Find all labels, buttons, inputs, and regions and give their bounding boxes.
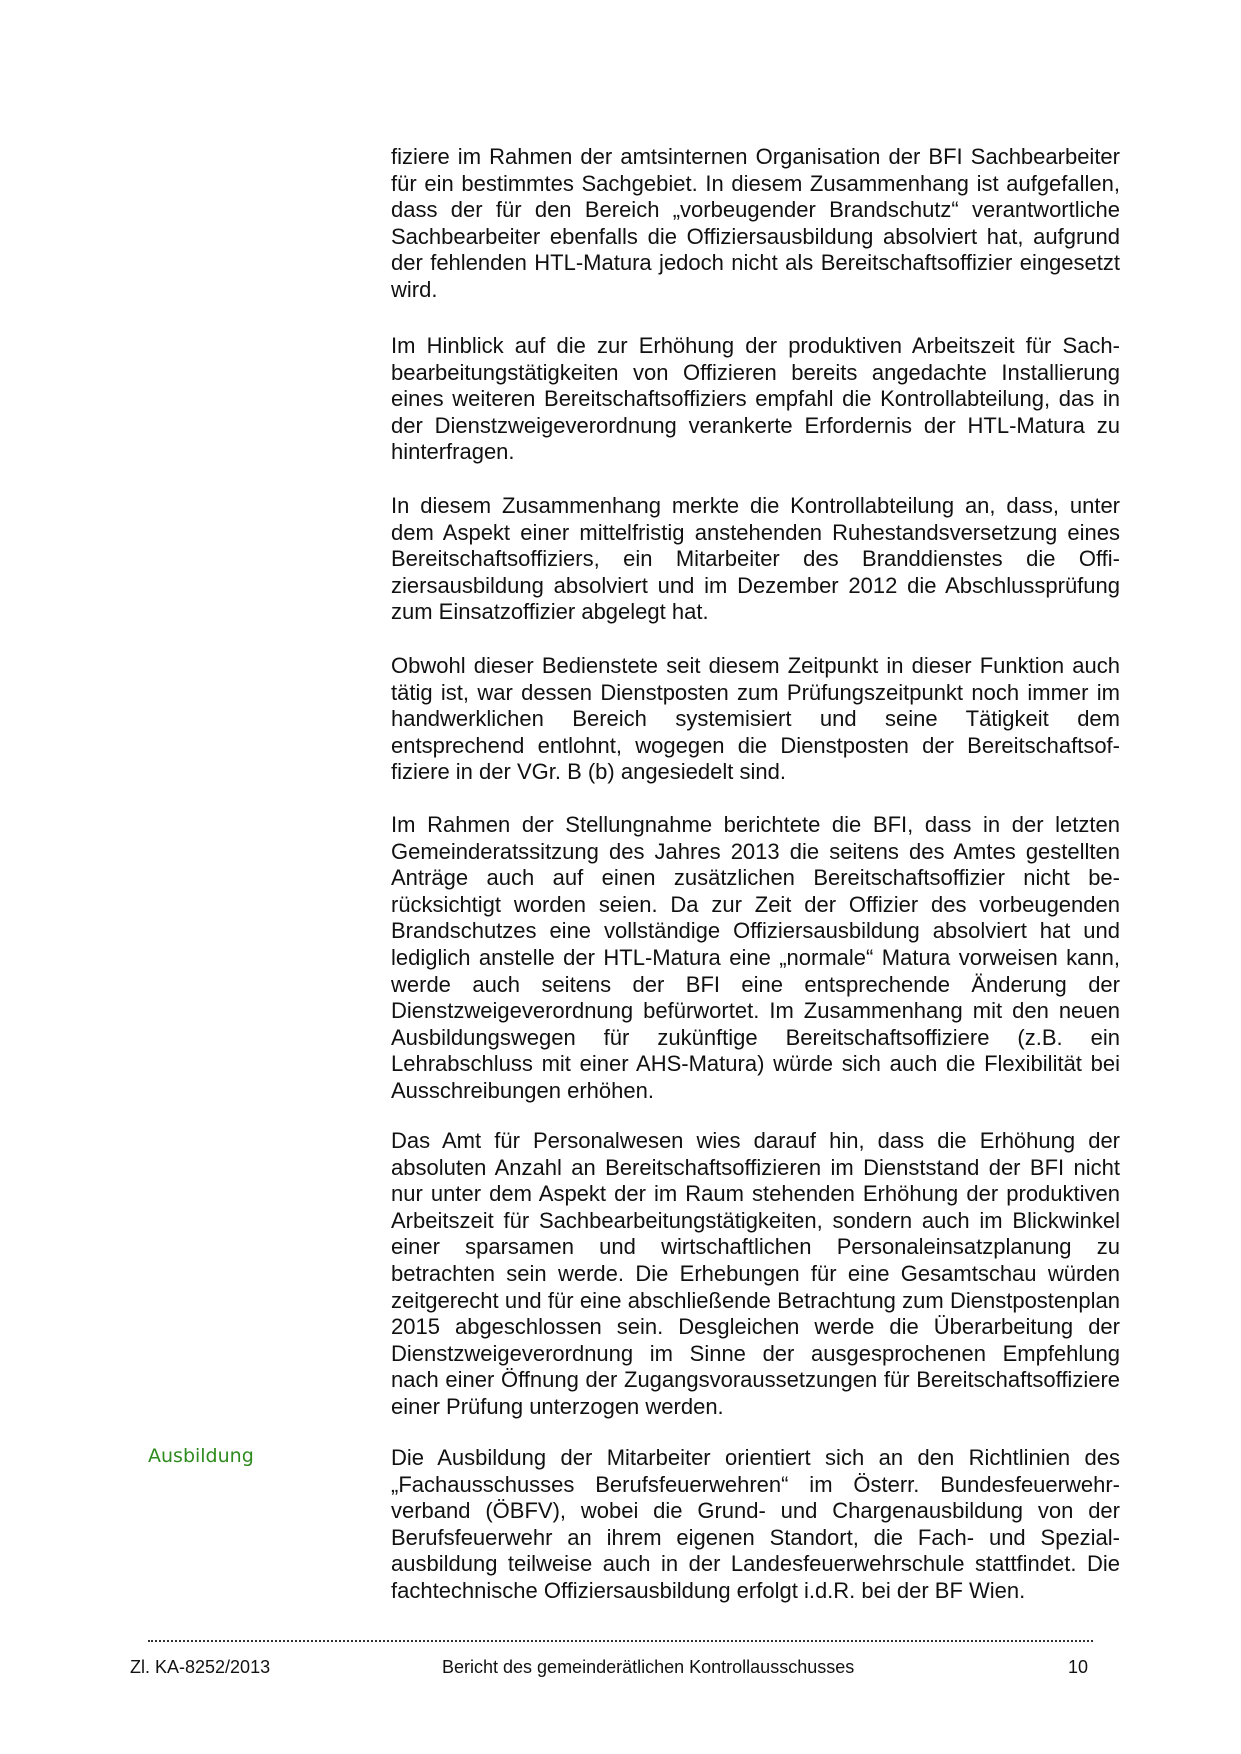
paragraph-2: Im Hinblick auf die zur Erhöhung der produktiven Arbeitszeit für Sachbearbeitungstätigkeiten von Offizieren bereits angedachte Installierung eines weiteren Bereitschaftsoffiziers empfahl die Kontrollabteilung, das in der Dienstzweigeverordnung verankerte Erfordernis der HTL-Matura zu hinterfragen. <box>391 333 1120 465</box>
paragraph-4: Obwohl dieser Bedienstete seit diesem Zeitpunkt in dieser Funktion auch tätig ist, war dessen Dienstposten zum Prüfungszeitpunkt noch immer im handwerklichen Bereich systemisiert und seine Tätigkeit dem entsprechend entlohnt, wogegen die Dienstposten der Bereitschaftsoffiziere in der VGr. B (b) angesiedelt sind. <box>391 653 1120 785</box>
paragraph-ausbildung: Die Ausbildung der Mitarbeiter orientiert sich an den Richtlinien des „Fachausschusses Berufsfeuerwehren“ im Österr. Bundesfeuerwehrverband (ÖBFV), wobei die Grund- und Chargenausbildung von der Berufsfeuerwehr an ihrem eigenen Standort, die Fach- und Spezialausbildung teilweise auch in der Landesfeuerwehrschule stattfindet. Die fachtechnische Offiziersausbildung erfolgt i.d.R. bei der BF Wien. <box>391 1445 1120 1603</box>
margin-heading-ausbildung: Ausbildung <box>148 1445 254 1467</box>
paragraph-1: fiziere im Rahmen der amtsinternen Organisation der BFI Sachbearbeiter für ein bestimmtes Sachgebiet. In diesem Zusammenhang ist aufgefallen, dass der für den Bereich „vorbeugender Brandschutz“ verantwortliche Sachbearbeiter ebenfalls die Offiziersausbildung absolviert hat, aufgrund der fehlenden HTL-Matura jedoch nicht als Bereitschaftsoffizier eingesetzt wird. <box>391 144 1120 302</box>
paragraph-6: Das Amt für Personalwesen wies darauf hin, dass die Erhöhung der absoluten Anzahl an Bereitschaftsoffizieren im Dienststand der BFI nicht nur unter dem Aspekt der im Raum stehenden Erhöhung der produktiven Arbeitszeit für Sachbearbeitungstätigkeiten, sondern auch im Blickwinkel einer sparsamen und wirtschaftlichen Personaleinsatzplanung zu betrachten sein werde. Die Erhebungen für eine Gesamtschau würden zeitgerecht und für eine abschließende Betrachtung zum Dienstpostenplan 2015 abgeschlossen sein. Desgleichen werde die Überarbeitung der Dienstzweigeverordnung im Sinne der ausgesprochenen Empfehlung nach einer Öffnung der Zugangsvoraussetzungen für Bereitschaftsoffiziere einer Prüfung unterzogen werden. <box>391 1128 1120 1419</box>
footer-reference-number: Zl. KA-8252/2013 <box>130 1657 271 1677</box>
paragraph-5: Im Rahmen der Stellungnahme berichtete die BFI, dass in der letzten Gemeinderatssitzung des Jahres 2013 die seitens des Amtes gestellten Anträge auch auf einen zusätzlichen Bereitschaftsoffizier nicht berücksichtigt worden seien. Da zur Zeit der Offizier des vorbeugenden Brandschutzes eine vollständige Offiziersausbildung absolviert hat und lediglich anstelle der HTL-Matura eine „normale“ Matura vorweisen kann, werde auch seitens der BFI eine entsprechende Änderung der Dienstzweigeverordnung befürwortet. Im Zusammenhang mit den neuen Ausbildungswegen für zukünftige Bereitschaftsoffiziere (z.B. ein Lehrabschluss mit einer AHS-Matura) würde sich auch die Flexibilität bei Ausschreibungen erhöhen. <box>391 812 1120 1103</box>
footer-report-title: Bericht des gemeinderätlichen Kontrollausschusses <box>442 1657 855 1677</box>
paragraph-3: In diesem Zusammenhang merkte die Kontrollabteilung an, dass, unter dem Aspekt einer mittelfristig anstehenden Ruhestandsversetzung eines Bereitschaftsoffiziers, ein Mitarbeiter des Branddienstes die Offiziersausbildung absolviert und im Dezember 2012 die Abschlussprüfung zum Einsatzoffizier abgelegt hat. <box>391 493 1120 625</box>
footer-dotted-rule <box>148 1640 1093 1642</box>
footer-page-number: 10 <box>1067 1657 1088 1677</box>
page-footer <box>130 1657 1100 1687</box>
